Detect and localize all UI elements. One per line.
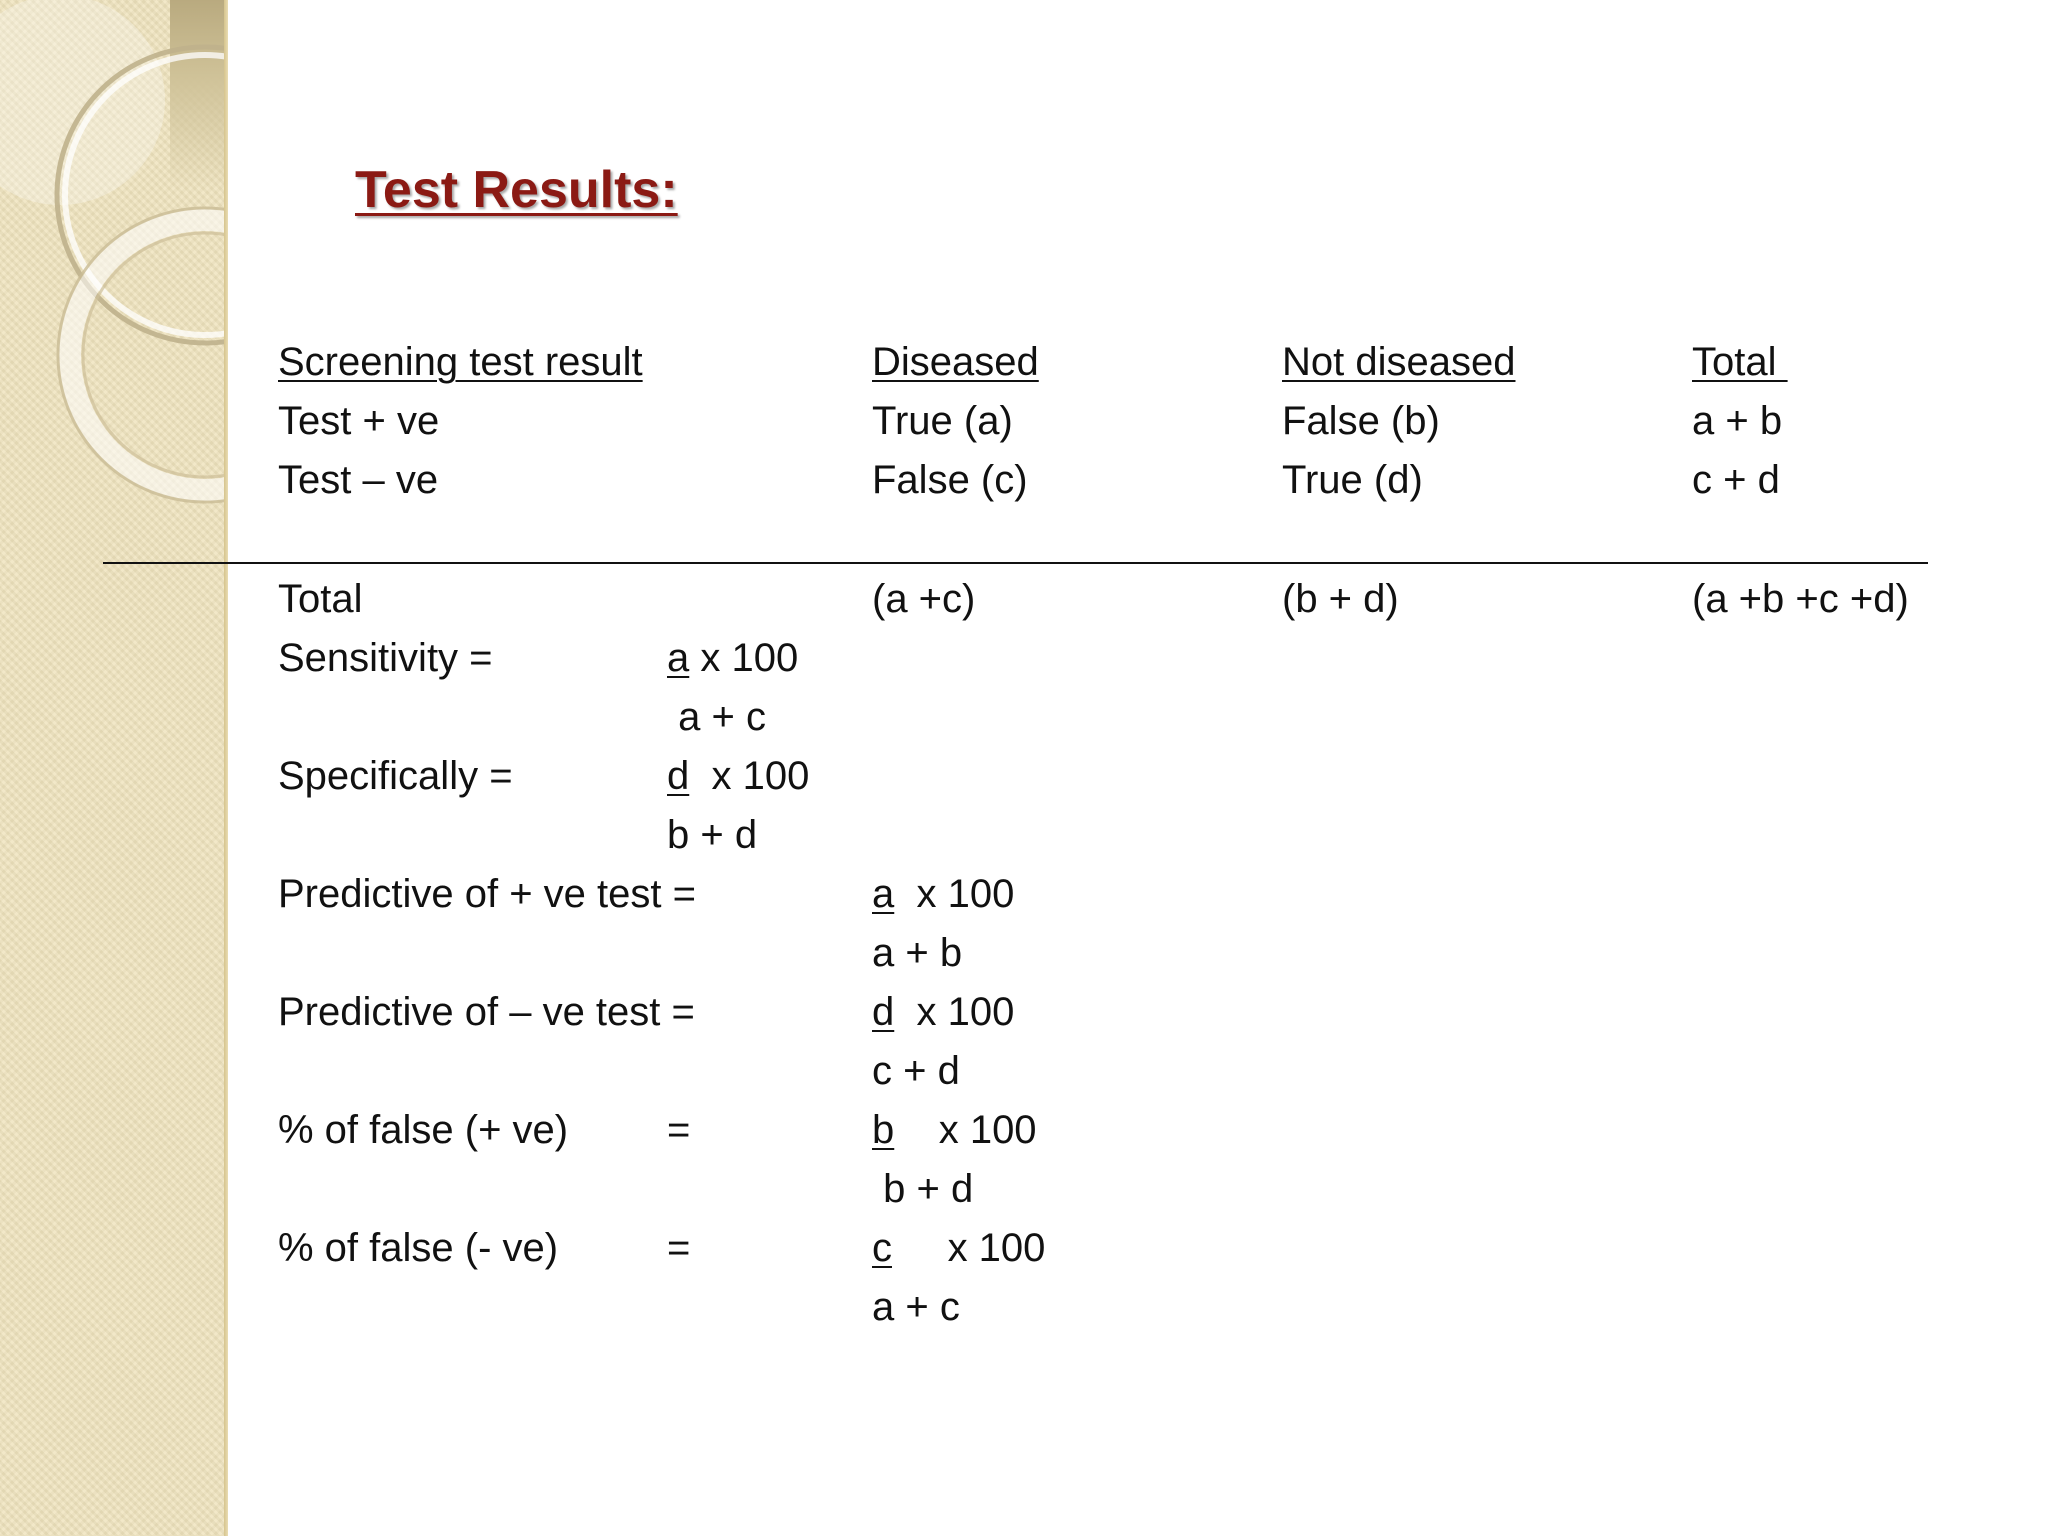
sensitivity-denominator: a + c xyxy=(667,695,766,739)
header-total: Total xyxy=(1692,340,1788,384)
specificity-multiplier: x 100 xyxy=(689,754,810,798)
ppv-denominator: a + b xyxy=(872,931,963,975)
false-negative-numerator: c xyxy=(872,1226,892,1270)
npv-formula xyxy=(872,988,1014,1036)
ppv-multiplier: x 100 xyxy=(894,872,1015,916)
ppv-label: Predictive of + ve test = xyxy=(278,872,696,916)
ppv-numerator: a xyxy=(872,872,895,916)
table-divider-line xyxy=(103,562,1928,564)
header-screening-test-result: Screening test result xyxy=(278,340,643,384)
specificity-formula xyxy=(667,752,809,800)
npv-label: Predictive of – ve test = xyxy=(278,990,695,1034)
decorative-sidebar xyxy=(0,0,228,1536)
ppv-formula xyxy=(872,870,1014,918)
row-test-positive-diseased: True (a) xyxy=(872,399,1013,443)
false-negative-equals: = xyxy=(667,1226,691,1270)
row-test-negative-not-diseased: True (d) xyxy=(1282,458,1423,502)
false-positive-equals: = xyxy=(667,1108,691,1152)
npv-numerator: d xyxy=(872,990,895,1034)
specificity-label: Specifically = xyxy=(278,754,513,798)
row-test-positive-label: Test + ve xyxy=(278,399,440,443)
false-positive-denominator: b + d xyxy=(872,1167,974,1211)
sensitivity-label: Sensitivity = xyxy=(278,636,493,680)
false-positive-multiplier: x 100 xyxy=(894,1108,1037,1152)
specificity-denominator: b + d xyxy=(667,813,758,857)
false-positive-formula xyxy=(872,1106,1037,1154)
false-negative-label: % of false (- ve) xyxy=(278,1226,559,1270)
specificity-numerator: d xyxy=(667,754,690,798)
row-test-negative-diseased: False (c) xyxy=(872,458,1028,502)
false-negative-multiplier: x 100 xyxy=(892,1226,1046,1270)
row-test-negative-total: c + d xyxy=(1692,458,1780,502)
total-label: Total xyxy=(278,577,363,621)
sensitivity-multiplier: x 100 xyxy=(689,636,799,680)
header-diseased: Diseased xyxy=(872,340,1039,384)
npv-denominator: c + d xyxy=(872,1049,960,1093)
page-title: Test Results: xyxy=(355,161,678,219)
total-diseased: (a +c) xyxy=(872,577,976,621)
false-positive-label: % of false (+ ve) xyxy=(278,1108,569,1152)
row-test-positive-not-diseased: False (b) xyxy=(1282,399,1440,443)
total-not-diseased: (b + d) xyxy=(1282,577,1399,621)
sidebar-edge xyxy=(224,0,228,1536)
total-grand: (a +b +c +d) xyxy=(1692,577,1909,621)
sensitivity-numerator: a xyxy=(667,636,690,680)
false-negative-denominator: a + c xyxy=(872,1285,960,1329)
npv-multiplier: x 100 xyxy=(894,990,1015,1034)
header-not-diseased: Not diseased xyxy=(1282,340,1516,384)
sensitivity-formula xyxy=(667,634,798,682)
row-test-negative-label: Test – ve xyxy=(278,458,439,502)
false-positive-numerator: b xyxy=(872,1108,895,1152)
row-test-positive-total: a + b xyxy=(1692,399,1783,443)
swirl-rings-decoration xyxy=(0,0,228,520)
false-negative-formula xyxy=(872,1224,1045,1272)
